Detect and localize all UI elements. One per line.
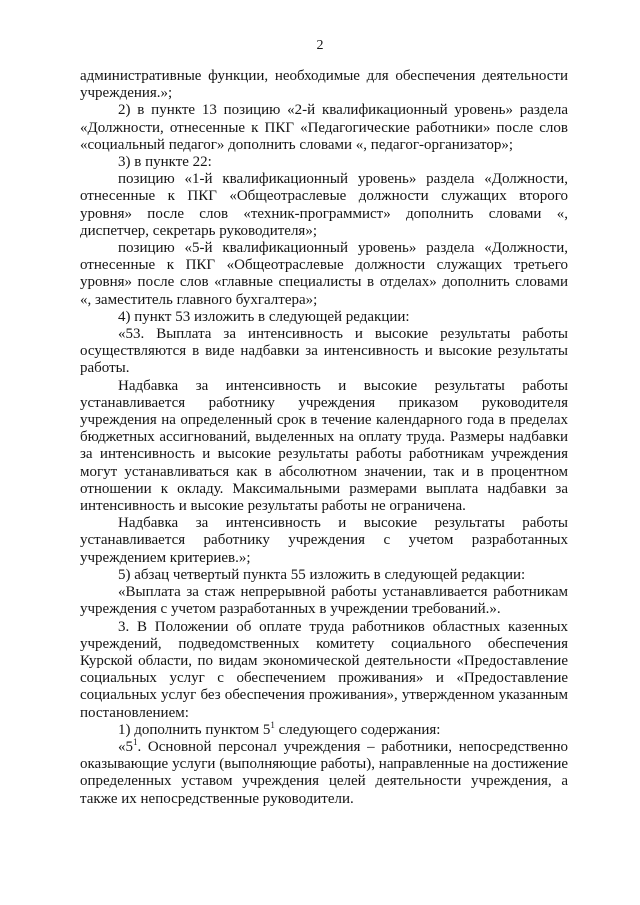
paragraph-item-5: 5) абзац четвертый пункта 55 изложить в следующей редакции: bbox=[118, 566, 526, 583]
point-5-1-text-after: . Основной персонал учреждения – работники, непосредственно оказывающие услуги (выполняющие работы), направленные на достижение определенных уставом учреждения целей деятельности учреждения, а также их непосредственные руководители. bbox=[80, 738, 568, 807]
paragraph-item-4: 4) пункт 53 изложить в следующей редакции: bbox=[118, 308, 410, 325]
page-number: 2 bbox=[316, 38, 324, 53]
paragraph-bonus-rules: Надбавка за интенсивность и высокие результаты работы устанавливается работнику учреждения приказом руководителя учреждения на определенный срок в течение календарного года в пределах бюджетных ассигнований, выделенных на оплату труда. Размеры надбавки за интенсивность и высокие результаты работы работникам учреждения могут устанавливаться как в абсолютном значении, так и в процентном отношении к окладу. Максимальными размерами выплата надбавки за интенсивность и высокие результаты работы не ограничена. bbox=[80, 377, 568, 515]
add-point-text-after: следующего содержания: bbox=[274, 721, 441, 738]
paragraph-position-1: позицию «1-й квалификационный уровень» раздела «Должности, отнесенные к ПКГ «Общеотраслевые должности служащих второго уровня» после слов «техник-программист» дополнить словами «, диспетчер, секретарь руководителя»; bbox=[80, 171, 568, 239]
point-5-1-text-before: «5 bbox=[118, 738, 133, 755]
add-point-text-before: 1) дополнить пунктом 5 bbox=[118, 721, 271, 738]
paragraph-position-5: позицию «5-й квалификационный уровень» раздела «Должности, отнесенные к ПКГ «Общеотраслевые должности служащих третьего уровня» после слов «главные специалисты в отделах» дополнить словами «, заместитель главного бухгалтера»; bbox=[80, 240, 568, 308]
paragraph-section-3: 3. В Положении об оплате труда работников областных казенных учреждений, подведомственных комитету социального обеспечения Курской области, по видам экономической деятельности «Предоставление социальных услуг с обеспечением проживания» и «Предоставление социальных услуг без обеспечения проживания», утвержденном указанным постановлением: bbox=[80, 618, 568, 721]
paragraph-continuation: административные функции, необходимые для обеспечения деятельности учреждения.»; bbox=[80, 68, 568, 102]
document-body bbox=[80, 68, 568, 808]
paragraph-bonus-criteria: Надбавка за интенсивность и высокие результаты работы устанавливается работнику учреждения с учетом разработанных учреждением критериев.»; bbox=[80, 515, 568, 566]
paragraph-point-53: «53. Выплата за интенсивность и высокие результаты работы осуществляются в виде надбавки за интенсивность и высокие результаты работы. bbox=[80, 326, 568, 377]
superscript-index: 1 bbox=[270, 719, 275, 730]
paragraph-item-3: 3) в пункте 22: bbox=[118, 154, 212, 171]
paragraph-seniority-payment: «Выплата за стаж непрерывной работы устанавливается работникам учреждения с учетом разработанных в учреждении требований.». bbox=[80, 584, 568, 618]
paragraph-add-point bbox=[80, 719, 568, 739]
paragraph-item-2: 2) в пункте 13 позицию «2-й квалификационный уровень» раздела «Должности, отнесенные к ПКГ «Педагогические работники» после слов «социальный педагог» дополнить словами «, педагог-организатор»; bbox=[80, 102, 568, 153]
paragraph-point-5-1 bbox=[80, 736, 568, 808]
superscript-index: 1 bbox=[133, 736, 138, 747]
